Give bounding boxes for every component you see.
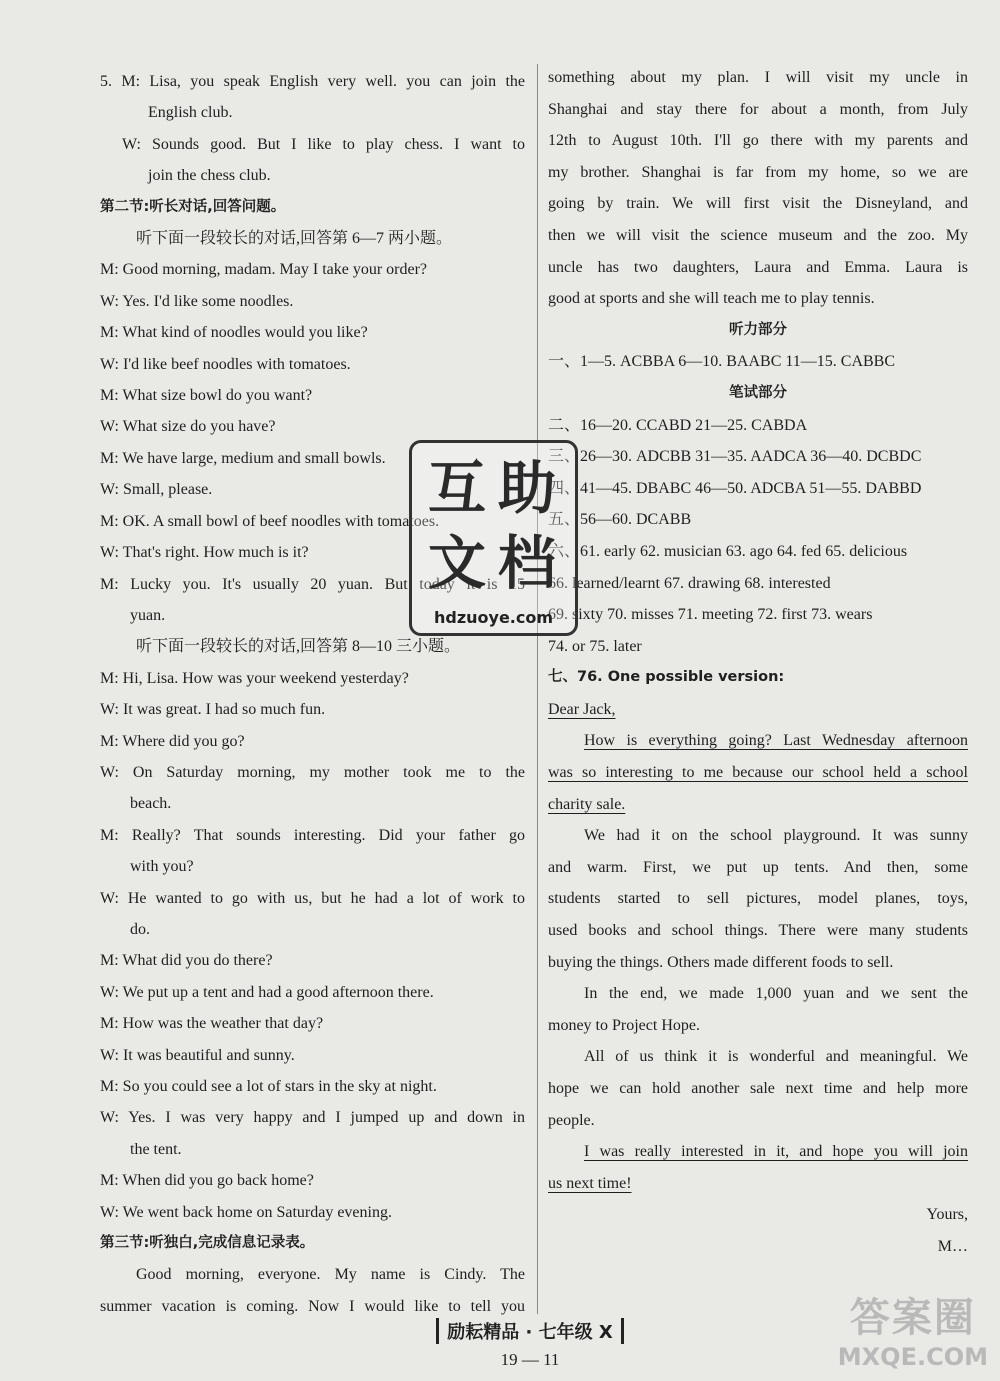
watermark-stamp <box>409 440 578 636</box>
text-line: 第三节:听独白,完成信息记录表。 <box>100 1235 315 1252</box>
text-line: M: How was the weather that day? <box>100 1015 324 1033</box>
text-line: then we will visit the science museum and the zoo. My <box>548 226 968 244</box>
text-line: do. <box>130 920 150 938</box>
text-line: Dear Jack, <box>548 700 616 718</box>
text-line: M: What did you do there? <box>100 952 273 970</box>
text-line: W: Yes. I was very happy and I jumped up and down in <box>100 1109 525 1127</box>
text-line: W: Small, please. <box>100 481 213 499</box>
watermark-url: hdzuoye.com <box>433 608 554 627</box>
column-divider <box>537 64 538 1314</box>
text-line: M: OK. A small bowl of beef noodles with tomatoes. <box>100 512 440 530</box>
text-line: 三、26—30. ADCBB 31—35. AADCA 36—40. DCBDC <box>548 448 922 466</box>
text-line: Yours, <box>926 1206 968 1224</box>
text-line: charity sale. <box>548 795 626 813</box>
text-line: W: It was great. I had so much fun. <box>100 701 326 719</box>
watermark-char: 文 <box>427 529 486 597</box>
text-line: 听下面一段较长的对话,回答第 8—10 三小题。 <box>136 638 461 656</box>
left-column <box>100 66 525 1322</box>
text-line: beach. <box>130 795 172 813</box>
text-line: and warm. First, we put up tents. And then, some <box>548 858 968 876</box>
text-line: 12th to August 10th. I'll go there with my parents and <box>548 132 968 150</box>
text-line: join the chess club. <box>148 167 271 185</box>
text-line: M: We have large, medium and small bowls. <box>100 449 386 467</box>
footer-book-title: 励耘精品 · 七年级 X <box>436 1318 624 1344</box>
corner-logo <box>838 1286 988 1371</box>
text-line: M: What kind of noodles would you like? <box>100 324 368 342</box>
text-line: uncle has two daughters, Laura and Emma. Laura is <box>548 258 968 276</box>
text-line: 69. sixty 70. misses 71. meeting 72. first 73. wears <box>548 606 873 624</box>
text-line: W: Yes. I'd like some noodles. <box>100 292 294 310</box>
watermark-char: 互 <box>427 454 486 522</box>
text-line: hope we can hold another sale next time and help more <box>548 1080 968 1097</box>
text-line: We had it on the school playground. It was sunny <box>584 827 968 845</box>
text-line: money to Project Hope. <box>548 1016 700 1034</box>
text-line: going by train. We will first visit the Disneyland, and <box>548 195 968 213</box>
text-line: Shanghai and stay there for about a month, from July <box>548 100 968 118</box>
text-line: W: On Saturday morning, my mother took me to the <box>100 763 525 781</box>
text-line: 四、41—45. DBABC 46—50. ADCBA 51—55. DABBD <box>548 479 922 497</box>
text-line: M: Lucky you. It's usually 20 yuan. But today it is 15 <box>100 575 525 593</box>
text-line: 66. learned/learnt 67. drawing 68. interested <box>548 574 831 592</box>
text-line: used books and school things. There were many students <box>548 922 968 940</box>
text-line: 听力部分 <box>729 321 787 338</box>
text-line: How is everything going? Last Wednesday afternoon <box>584 732 968 750</box>
watermark-char: 档 <box>497 529 556 597</box>
page-footer <box>430 1318 630 1370</box>
text-line: W: It was beautiful and sunny. <box>100 1046 295 1064</box>
text-line: yuan. <box>130 606 166 624</box>
text-line: people. <box>548 1111 595 1129</box>
text-line: with you? <box>130 858 194 876</box>
text-line: W: We went back home on Saturday evening. <box>100 1203 392 1221</box>
text-line: English club. <box>148 104 233 122</box>
text-line: In the end, we made 1,000 yuan and we sent the <box>584 985 968 1003</box>
text-line: good at sports and she will teach me to play tennis. <box>548 290 875 308</box>
text-line: W: We put up a tent and had a good afternoon there. <box>100 983 434 1001</box>
text-line: 笔试部分 <box>729 384 787 401</box>
page-number: 19 — 11 <box>500 1350 560 1369</box>
text-line: All of us think it is wonderful and meaningful. We <box>584 1048 968 1066</box>
text-line: 第二节:听长对话,回答问题。 <box>100 198 286 215</box>
corner-logo-text: 答案圈 <box>849 1295 976 1341</box>
text-line: the tent. <box>130 1140 182 1158</box>
text-line: M: What size bowl do you want? <box>100 387 313 405</box>
text-line: M: Hi, Lisa. How was your weekend yesterday? <box>100 669 409 687</box>
text-line: 七、76. One possible version: <box>548 669 785 686</box>
text-line: W: Sounds good. But I like to play chess. I want to <box>122 135 525 153</box>
text-line: 听下面一段较长的对话,回答第 6—7 两小题。 <box>136 230 453 248</box>
text-line: something about my plan. I will visit my uncle in <box>548 69 968 86</box>
text-line: M: So you could see a lot of stars in the sky at night. <box>100 1078 437 1095</box>
text-line: M: When did you go back home? <box>100 1172 314 1190</box>
text-line: M: Good morning, madam. May I take your order? <box>100 261 428 279</box>
text-line: M… <box>937 1237 968 1255</box>
text-line: W: I'd like beef noodles with tomatoes. <box>100 355 351 373</box>
text-line: buying the things. Others made different foods to sell. <box>548 953 894 971</box>
text-line: students started to sell pictures, model planes, toys, <box>548 890 968 908</box>
right-column <box>548 62 968 1263</box>
text-line: 74. or 75. later <box>548 637 642 655</box>
text-line: 五、56—60. DCABB <box>548 511 692 529</box>
text-line: 六、61. early 62. musician 63. ago 64. fed 65. delicious <box>548 542 908 560</box>
text-line: W: That's right. How much is it? <box>100 544 309 562</box>
text-line: 5. M: Lisa, you speak English very well. you can join the <box>100 73 525 90</box>
text-line: summer vacation is coming. Now I would like to tell you <box>100 1297 525 1315</box>
text-line: us next time! <box>548 1174 632 1192</box>
text-line: 一、1—5. ACBBA 6—10. BAABC 11—15. CABBC <box>548 353 896 371</box>
text-line: W: He wanted to go with us, but he had a lot of work to <box>100 889 525 907</box>
text-line: 二、16—20. CCABD 21—25. CABDA <box>548 416 808 434</box>
text-line: my brother. Shanghai is far from my home, so we are <box>548 163 968 181</box>
watermark-char: 助 <box>497 454 556 522</box>
text-line: M: Really? That sounds interesting. Did your father go <box>100 826 525 844</box>
text-line: was so interesting to me because our school held a school <box>548 764 968 782</box>
text-line: W: What size do you have? <box>100 418 276 436</box>
corner-logo-url: MXQE.COM <box>837 1343 988 1371</box>
text-line: Good morning, everyone. My name is Cindy. The <box>136 1266 525 1284</box>
text-line: I was really interested in it, and hope you will join <box>584 1143 968 1161</box>
text-line: M: Where did you go? <box>100 732 245 750</box>
